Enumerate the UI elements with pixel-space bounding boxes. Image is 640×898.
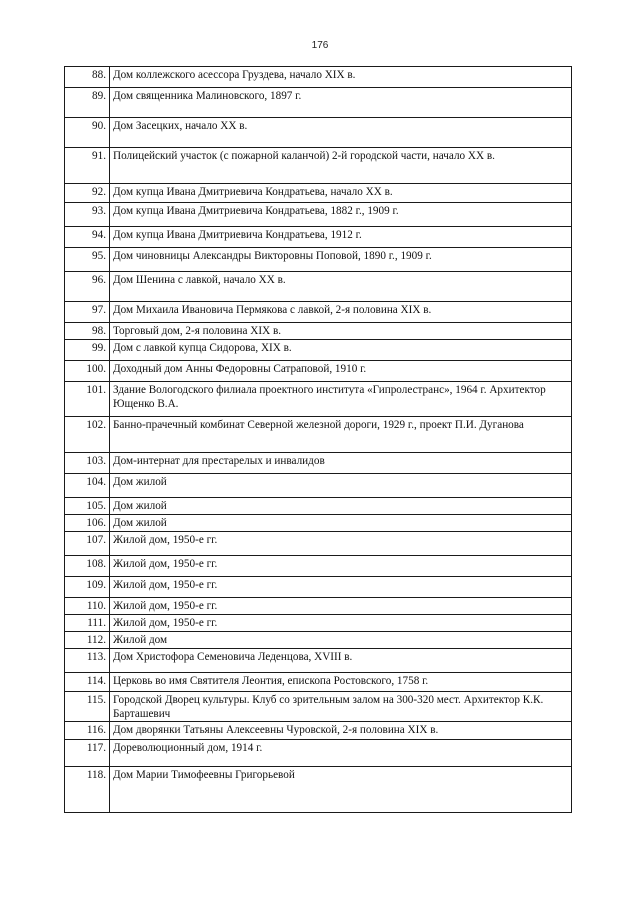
table-row: [65, 148, 572, 184]
object-name: Дом купца Ивана Дмитриевича Кондратьева, 1912 г.: [110, 227, 572, 248]
object-name: Жилой дом, 1950-е гг.: [110, 532, 572, 556]
table-row: [65, 184, 572, 203]
row-number: 102.: [65, 417, 110, 453]
table-row: [65, 722, 572, 740]
object-name: Дом священника Малиновского, 1897 г.: [110, 88, 572, 118]
table-row: [65, 577, 572, 598]
object-name: Дом жилой: [110, 474, 572, 498]
object-name: Жилой дом, 1950-е гг.: [110, 577, 572, 598]
row-number: 104.: [65, 474, 110, 498]
row-number: 100.: [65, 361, 110, 382]
table-row: [65, 556, 572, 577]
table-row: [65, 67, 572, 88]
object-name: Жилой дом, 1950-е гг.: [110, 556, 572, 577]
row-number: 110.: [65, 598, 110, 615]
table-row: [65, 649, 572, 673]
object-name: Дом жилой: [110, 515, 572, 532]
table-row: [65, 692, 572, 722]
object-name: Дом Шенина с лавкой, начало XX в.: [110, 272, 572, 302]
row-number: 99.: [65, 340, 110, 361]
row-number: 106.: [65, 515, 110, 532]
table-row: [65, 598, 572, 615]
row-number: 103.: [65, 453, 110, 474]
row-number: 90.: [65, 118, 110, 148]
row-number: 109.: [65, 577, 110, 598]
table-row: [65, 615, 572, 632]
object-name: Торговый дом, 2-я половина XIX в.: [110, 323, 572, 340]
table-row: [65, 272, 572, 302]
object-name: Дом дворянки Татьяны Алексеевны Чуровской, 2-я половина XIX в.: [110, 722, 572, 740]
table-row: [65, 515, 572, 532]
object-name: Дом чиновницы Александры Викторовны Поповой, 1890 г., 1909 г.: [110, 248, 572, 272]
table-row: [65, 453, 572, 474]
table-row: [65, 532, 572, 556]
object-name: Дом Засецких, начало XX в.: [110, 118, 572, 148]
object-name: Полицейский участок (с пожарной каланчой) 2-й городской части, начало XX в.: [110, 148, 572, 184]
object-name: Здание Вологодского филиала проектного института «Гипролестранс», 1964 г. Архитектор Ющенко В.А.: [110, 382, 572, 417]
object-name: Дом жилой: [110, 498, 572, 515]
row-number: 94.: [65, 227, 110, 248]
row-number: 101.: [65, 382, 110, 417]
row-number: 92.: [65, 184, 110, 203]
page-number: 176: [311, 40, 329, 51]
row-number: 108.: [65, 556, 110, 577]
table-row: [65, 632, 572, 649]
table-row: [65, 498, 572, 515]
row-number: 111.: [65, 615, 110, 632]
table-row: [65, 474, 572, 498]
row-number: 112.: [65, 632, 110, 649]
table-row: [65, 248, 572, 272]
row-number: 98.: [65, 323, 110, 340]
object-name: Жилой дом: [110, 632, 572, 649]
object-name: Дом с лавкой купца Сидорова, XIX в.: [110, 340, 572, 361]
object-name: Дореволюционный дом, 1914 г.: [110, 740, 572, 767]
object-name: Дом купца Ивана Дмитриевича Кондратьева, 1882 г., 1909 г.: [110, 203, 572, 227]
object-name: Церковь во имя Святителя Леонтия, епископа Ростовского, 1758 г.: [110, 673, 572, 692]
table-row: [65, 302, 572, 323]
row-number: 118.: [65, 767, 110, 813]
table-row: [65, 118, 572, 148]
row-number: 107.: [65, 532, 110, 556]
row-number: 96.: [65, 272, 110, 302]
table-body: [65, 67, 572, 813]
object-name: Дом Христофора Семеновича Леденцова, XVIII в.: [110, 649, 572, 673]
object-name: Доходный дом Анны Федоровны Сатраповой, 1910 г.: [110, 361, 572, 382]
row-number: 115.: [65, 692, 110, 722]
object-name: Дом-интернат для престарелых и инвалидов: [110, 453, 572, 474]
row-number: 89.: [65, 88, 110, 118]
table-row: [65, 323, 572, 340]
table-row: [65, 740, 572, 767]
object-name: Дом Марии Тимофеевны Григорьевой: [110, 767, 572, 813]
object-name: Дом коллежского асессора Груздева, начало XIX в.: [110, 67, 572, 88]
row-number: 91.: [65, 148, 110, 184]
object-name: Жилой дом, 1950-е гг.: [110, 615, 572, 632]
monuments-table: [64, 66, 572, 813]
row-number: 97.: [65, 302, 110, 323]
table-row: [65, 203, 572, 227]
object-name: Дом купца Ивана Дмитриевича Кондратьева, начало XX в.: [110, 184, 572, 203]
row-number: 93.: [65, 203, 110, 227]
table-row: [65, 767, 572, 813]
row-number: 117.: [65, 740, 110, 767]
table-row: [65, 382, 572, 417]
table-row: [65, 361, 572, 382]
object-name: Дом Михаила Ивановича Пермякова с лавкой, 2-я половина XIX в.: [110, 302, 572, 323]
table-row: [65, 673, 572, 692]
table-row: [65, 88, 572, 118]
object-name: Городской Дворец культуры. Клуб со зрительным залом на 300-320 мест. Архитектор К.К. Барташевич: [110, 692, 572, 722]
object-name: Банно-прачечный комбинат Северной железной дороги, 1929 г., проект П.И. Дуганова: [110, 417, 572, 453]
row-number: 95.: [65, 248, 110, 272]
table-row: [65, 340, 572, 361]
row-number: 105.: [65, 498, 110, 515]
object-name: Жилой дом, 1950-е гг.: [110, 598, 572, 615]
table-row: [65, 417, 572, 453]
table-row: [65, 227, 572, 248]
row-number: 113.: [65, 649, 110, 673]
row-number: 88.: [65, 67, 110, 88]
row-number: 114.: [65, 673, 110, 692]
row-number: 116.: [65, 722, 110, 740]
